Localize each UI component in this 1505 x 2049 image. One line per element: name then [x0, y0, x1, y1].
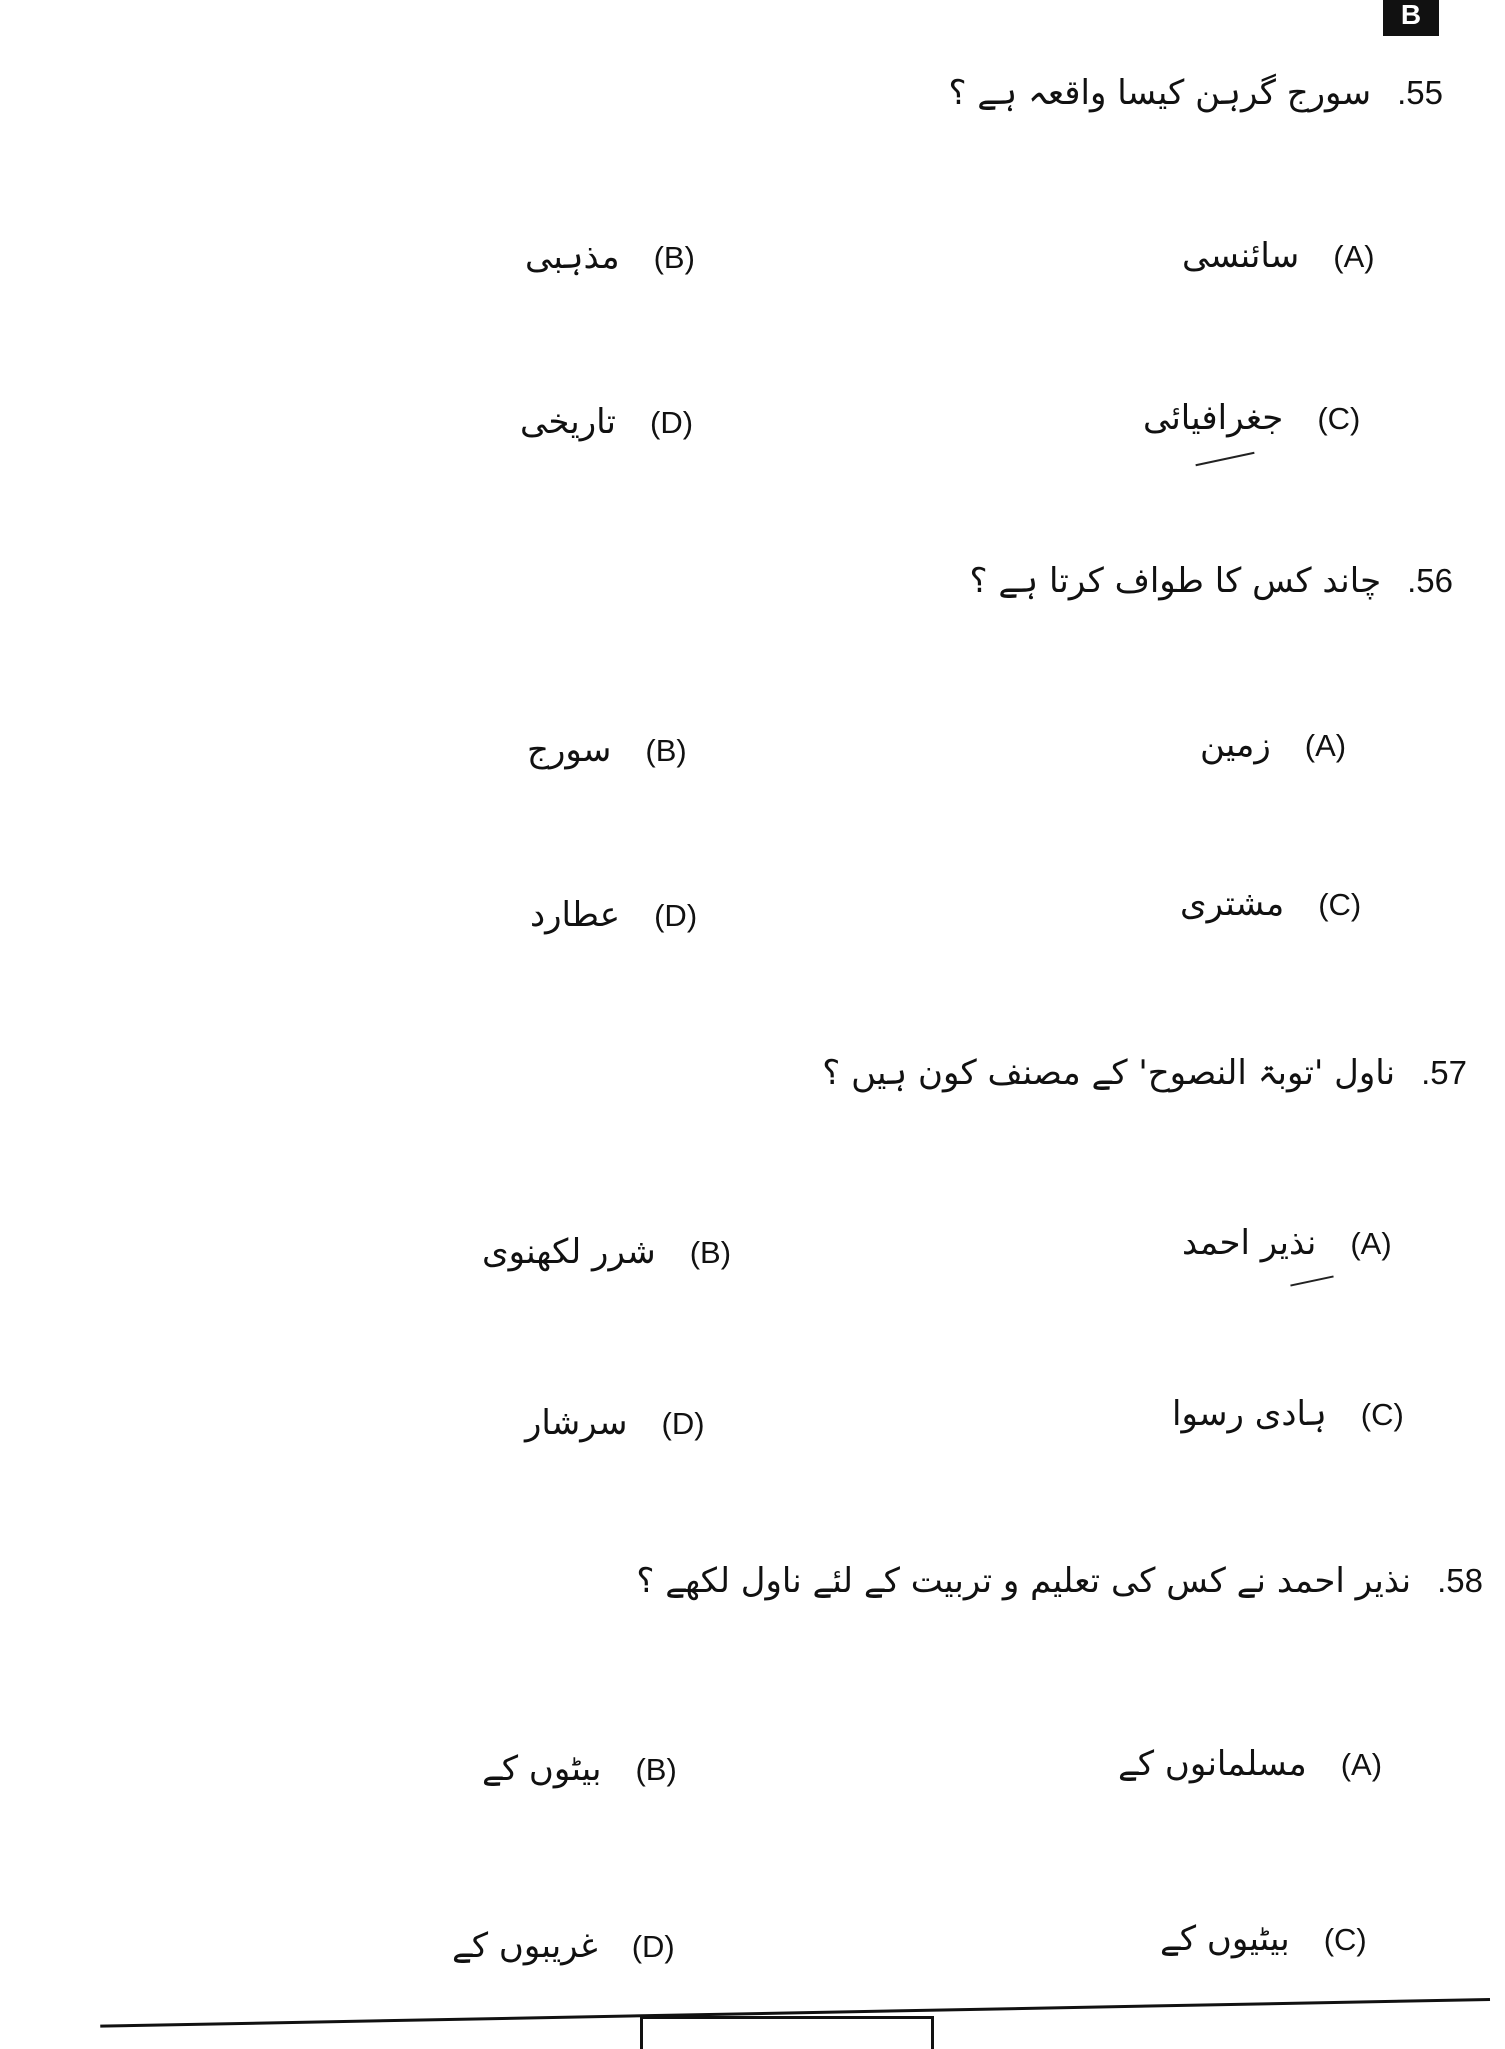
option-55-a[interactable]	[1182, 236, 1375, 276]
option-label: (D)	[661, 1406, 705, 1441]
option-56-b[interactable]	[527, 730, 687, 770]
option-text: مسلمانوں کے	[1118, 1744, 1307, 1784]
option-57-c[interactable]	[1172, 1393, 1404, 1434]
option-label: (C)	[1360, 1397, 1404, 1432]
option-label: (A)	[1340, 1747, 1383, 1782]
option-label: (C)	[1323, 1922, 1367, 1957]
option-label: (A)	[1304, 728, 1347, 763]
option-label: (B)	[645, 733, 687, 768]
option-text: بیٹوں کے	[482, 1749, 602, 1789]
option-56-c[interactable]	[1180, 884, 1361, 924]
question-number: .56	[1407, 562, 1453, 599]
option-label: (C)	[1318, 887, 1362, 922]
option-57-b[interactable]	[482, 1232, 731, 1272]
option-text: جغرافیائی	[1143, 398, 1284, 438]
option-58-a[interactable]	[1118, 1743, 1382, 1784]
option-58-d[interactable]	[452, 1925, 675, 1966]
option-58-c[interactable]	[1160, 1918, 1367, 1959]
question-text: چاند کس کا طواف کرتا ہے ؟	[969, 561, 1382, 601]
option-text: سائنسی	[1182, 236, 1300, 276]
page-footer-box	[640, 2016, 934, 2049]
handwritten-mark	[1290, 1275, 1333, 1286]
question-text: نذیر احمد نے کس کی تعلیم و تربیت کے لئے ناول لکھے ؟	[636, 1561, 1412, 1601]
option-57-d[interactable]	[525, 1403, 705, 1443]
question-number: .57	[1421, 1054, 1467, 1091]
question-57	[822, 1052, 1467, 1093]
option-text: غریبوں کے	[452, 1926, 598, 1966]
option-label: (B)	[635, 1752, 677, 1787]
question-text: سورج گرہن کیسا واقعہ ہے ؟	[948, 73, 1372, 113]
option-label: (B)	[653, 240, 695, 275]
option-56-d[interactable]	[530, 895, 697, 935]
question-number: .55	[1397, 74, 1443, 111]
option-text: مشتری	[1180, 884, 1285, 924]
option-label: (D)	[650, 405, 694, 440]
option-text: سورج	[527, 730, 612, 770]
option-text: زمین	[1200, 725, 1271, 765]
option-label: (D)	[631, 1929, 675, 1964]
option-55-c[interactable]	[1143, 398, 1360, 438]
option-label: (A)	[1333, 239, 1375, 274]
option-label: (D)	[654, 898, 698, 933]
option-text: عطارد	[530, 895, 621, 935]
option-text: سرشار	[525, 1403, 628, 1443]
option-text: تاریخی	[520, 402, 616, 442]
option-text: شرر لکھنوی	[482, 1232, 656, 1272]
option-label: (A)	[1350, 1226, 1392, 1261]
handwritten-mark	[1195, 452, 1254, 466]
option-label: (C)	[1317, 401, 1361, 436]
question-number: .58	[1437, 1562, 1483, 1599]
option-57-a[interactable]	[1182, 1223, 1392, 1263]
question-text: ناول 'توبۃ النصوح' کے مصنف کون ہیں ؟	[822, 1053, 1396, 1093]
option-56-a[interactable]	[1200, 725, 1346, 765]
option-text: نذیر احمد	[1182, 1223, 1317, 1263]
set-code-badge: B	[1383, 0, 1439, 36]
option-55-b[interactable]	[525, 236, 695, 277]
option-text: ہادی رسوا	[1172, 1394, 1327, 1434]
option-58-b[interactable]	[482, 1748, 677, 1789]
option-text: مذہبی	[525, 237, 620, 277]
question-58	[636, 1560, 1483, 1601]
option-55-d[interactable]	[520, 402, 693, 442]
option-label: (B)	[689, 1235, 732, 1270]
option-text: بیٹیوں کے	[1160, 1919, 1290, 1959]
question-55	[948, 72, 1443, 113]
question-56	[970, 560, 1453, 601]
